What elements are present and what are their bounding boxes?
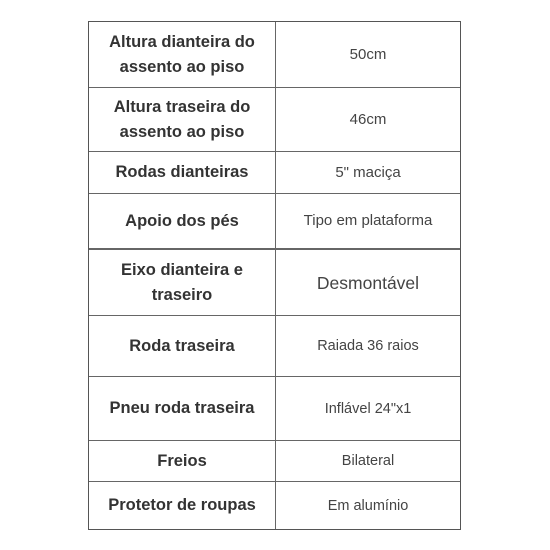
table-row bbox=[89, 316, 460, 377]
row-label: Altura traseira do assento ao piso bbox=[89, 88, 276, 151]
row-value: Em alumínio bbox=[327, 497, 409, 514]
row-label: Protetor de roupas bbox=[89, 482, 276, 529]
table-row bbox=[89, 377, 460, 441]
table-row bbox=[89, 441, 460, 482]
row-label: Apoio dos pés bbox=[89, 194, 276, 248]
row-label: Altura dianteira do assento ao piso bbox=[89, 22, 276, 87]
specifications-table bbox=[88, 21, 461, 530]
row-label: Freios bbox=[89, 441, 276, 481]
row-value: 46cm bbox=[349, 110, 387, 128]
table-row bbox=[89, 22, 460, 88]
table-row bbox=[89, 194, 460, 249]
row-label: Roda traseira bbox=[89, 316, 276, 376]
row-value: Desmontável bbox=[316, 272, 420, 293]
row-label: Eixo dianteira e traseiro bbox=[89, 250, 276, 315]
table-row bbox=[89, 482, 460, 529]
row-value: Bilateral bbox=[341, 453, 395, 469]
table-row bbox=[89, 88, 460, 152]
row-label: Pneu roda traseira bbox=[89, 377, 276, 440]
row-value: 50cm bbox=[349, 45, 387, 63]
row-value: Inflável 24"x1 bbox=[324, 400, 412, 417]
table-row bbox=[89, 249, 460, 316]
row-value: Tipo em plataforma bbox=[303, 212, 433, 229]
row-label: Rodas dianteiras bbox=[89, 152, 276, 193]
table-row bbox=[89, 152, 460, 194]
row-value: 5" maciça bbox=[335, 163, 401, 181]
row-value: Raiada 36 raios bbox=[317, 338, 419, 354]
